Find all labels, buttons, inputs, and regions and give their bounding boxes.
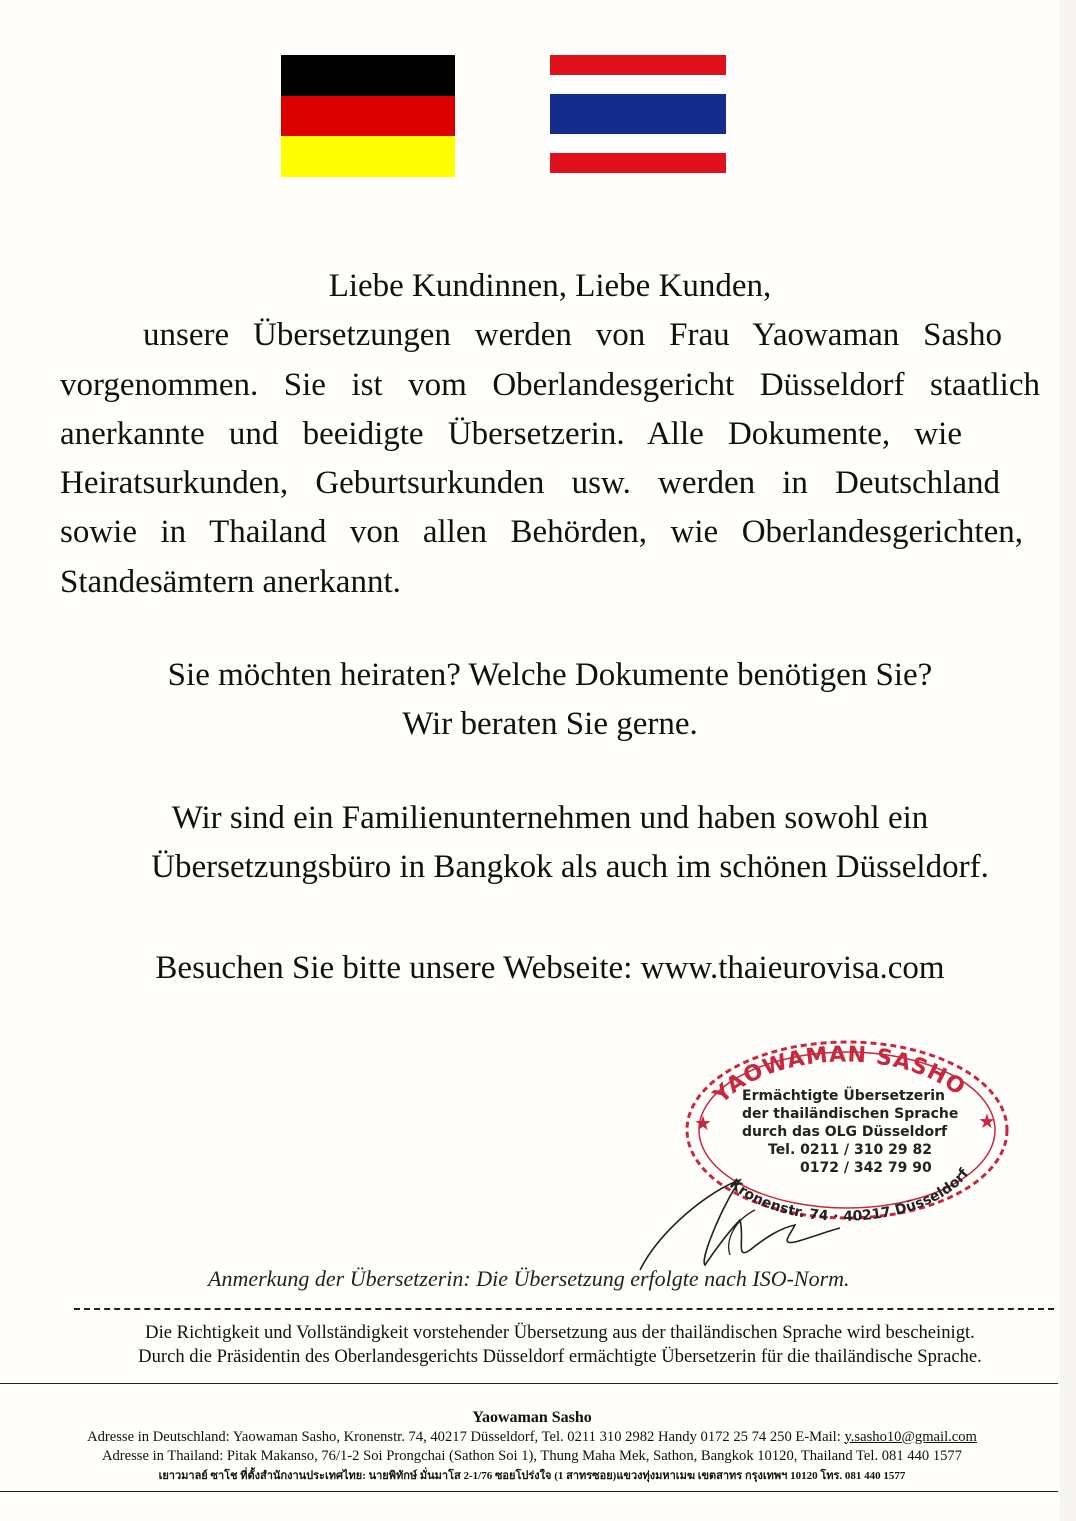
flag-stripe-blue [550,94,726,133]
footer-email-link[interactable]: y.sasho10@gmail.com [844,1428,977,1445]
page-edge [1060,0,1076,1521]
star-icon: ★ [694,1111,712,1135]
certification-line: Die Richtigkeit und Vollständigkeit vorstehender Übersetzung aus der thailändischen Sprache wird bescheinigt. [145,1322,975,1343]
paragraph-line: sowie in Thailand von allen Behörden, wie Oberlandesgerichten, [60,514,1023,551]
flag-stripe-white-top [550,75,726,95]
footer-top-rule [0,1383,1058,1384]
advice-line: Wir beraten Sie gerne. [402,706,698,743]
flag-stripe-red [281,96,455,137]
certification-line: Durch die Präsidentin des Oberlandesgerichts Düsseldorf ermächtigte Übersetzerin für die thailändische Sprache. [138,1346,982,1367]
paragraph-line: anerkannte und beeidigte Übersetzerin. Alle Dokumente, wie [60,415,962,452]
footer-bottom-rule [0,1491,1058,1492]
flag-stripe-red-bottom [550,153,726,173]
stamp-line: 0172 / 342 79 90 [800,1160,932,1176]
greeting: Liebe Kundinnen, Liebe Kunden, [328,268,772,304]
star-icon: ★ [978,1109,996,1133]
footer-thai-address: เยาวมาลย์ ซาโช ที่ตั้งสำนักงานประเทศไทย: นายพิทักษ์ มั่นมาโส 2-1/76 ซอยโปร่งใจ (1 สาทรซอย)แขวงทุ่งมหาเมฆ เขตสาทร กรุงเทพฯ 10120 โทร. 081 440 1577 [158,1469,906,1482]
footer-thailand-address: Adresse in Thailand: Pitak Makanso, 76/1-2 Soi Prongchai (Sathon Soi 1), Thung Maha Mek, Sathon, Bangkok 10120, Thailand Tel. 081 440 1577 [101,1448,963,1464]
paragraph-line: Standesämtern anerkannt. [60,563,401,600]
flag-stripe-white-bottom [550,134,726,154]
flag-stripe-red-top [550,55,726,75]
paragraph-line: Heiratsurkunden, Geburtsurkunden usw. werden in Deutschland [60,465,1000,502]
website-line: Besuchen Sie bitte unsere Webseite: www.thaieurovisa.com [155,950,945,987]
stamp-address: Kronenstr. 74 · 40217 Düsseldorf [726,1165,973,1225]
stamp-line: durch das OLG Düsseldorf [742,1124,948,1140]
stamp-line: Ermächtigte Übersetzerin [742,1088,945,1104]
german-flag [281,55,455,177]
footer-germany-text: Adresse in Deutschland: Yaowaman Sasho, Kronenstr. 74, 40217 Düsseldorf, Tel. 0211 310 2982 Handy 0172 25 74 250 E-Mail: [87,1428,845,1445]
paragraph-line: unsere Übersetzungen werden von Frau Yaowaman Sasho [143,317,1002,354]
flag-stripe-black [281,55,455,96]
question-line: Sie möchten heiraten? Welche Dokumente benötigen Sie? [167,657,933,694]
certification-block [60,1321,1060,1369]
paragraph-line: vorgenommen. Sie ist vom Oberlandesgericht Düsseldorf staatlich [60,366,1040,403]
translator-note: Anmerkung der Übersetzerin: Die Übersetzung erfolgte nach ISO-Norm. [208,1266,850,1291]
family-line: Wir sind ein Familienunternehmen und haben sowohl ein [171,799,929,836]
thai-flag [550,55,726,173]
stamp-line: Tel. 0211 / 310 29 82 [768,1142,932,1158]
stamp-line: der thailändischen Sprache [742,1106,959,1122]
stamp-name: YAOWAMAN SASHO [708,1042,971,1109]
letter-body [60,262,1040,994]
footer-name: Yaowaman Sasho [472,1409,592,1426]
flag-stripe-gold [281,136,455,177]
footer [0,1408,1064,1486]
footer-germany-address [0,1428,1064,1448]
family-line: Übersetzungsbüro in Bangkok als auch im schönen Düsseldorf. [151,848,989,885]
dashed-separator [74,1308,1054,1310]
